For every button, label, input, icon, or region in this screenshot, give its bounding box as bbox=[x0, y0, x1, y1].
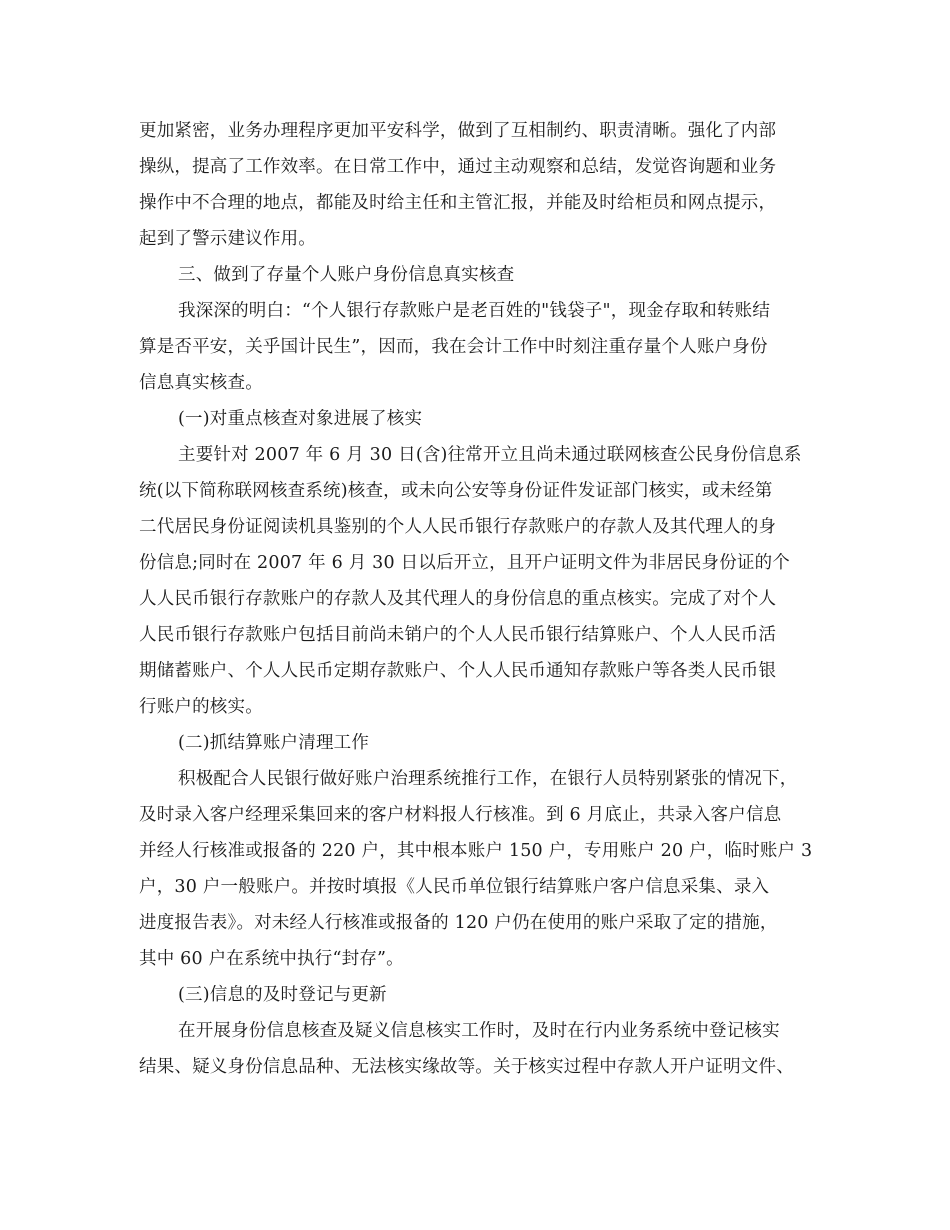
body-text-line: 户，30 户一般账户。并按时填报《人民币单位银行结算账户客户信息采集、录入 bbox=[139, 877, 770, 897]
body-text-line: 人民币银行存款账户包括目前尚未销户的个人人民币银行结算账户、个人人民币活 bbox=[139, 625, 777, 645]
body-text-line: 结果、疑义身份信息品种、无法核实缘故等。关于核实过程中存款人开户证明文件、 bbox=[139, 1057, 794, 1077]
body-text-line: 更加紧密，业务办理程序更加平安科学，做到了互相制约、职责清晰。强化了内部 bbox=[139, 121, 777, 141]
body-text-line: 统(以下简称联网核查系统)核查，或未向公安等身份证件发证部门核实，或未经第 bbox=[139, 481, 773, 501]
body-text-line: 进度报告表》。对未经人行核准或报备的 120 户仍在使用的账户采取了定的措施， bbox=[139, 913, 778, 933]
subsection-heading: (三)信息的及时登记与更新 bbox=[178, 985, 387, 1005]
body-text-line: 积极配合人民银行做好账户治理系统推行工作，在银行人员特别紧张的情况下， bbox=[178, 769, 798, 789]
body-text-line: 并经人行核准或报备的 220 户，其中根本账户 150 户，专用账户 20 户，临时账户 3 bbox=[139, 841, 813, 861]
subsection-heading: (二)抓结算账户清理工作 bbox=[178, 733, 370, 753]
body-text-line: 信息真实核查。 bbox=[139, 373, 263, 393]
body-text-line: 操作中不合理的地点，都能及时给主任和主管汇报，并能及时给柜员和网点提示， bbox=[139, 193, 777, 213]
body-text-line: 起到了警示建议作用。 bbox=[139, 229, 316, 249]
subsection-heading: (一)对重点核查对象进展了核实 bbox=[178, 409, 423, 429]
body-text-line: 份信息;同时在 2007 年 6 月 30 日以后开立，且开户证明文件为非居民身份证的个 bbox=[139, 553, 791, 573]
body-text-line: 行账户的核实。 bbox=[139, 697, 263, 717]
body-text-line: 我深深的明白：“个人银行存款账户是老百姓的"钱袋子"，现金存取和转账结 bbox=[178, 301, 771, 321]
body-text-line: 其中 60 户在系统中执行“封存”。 bbox=[139, 949, 404, 969]
body-text-line: 人人民币银行存款账户的存款人及其代理人的身份信息的重点核实。完成了对个人 bbox=[139, 589, 777, 609]
body-text-line: 主要针对 2007 年 6 月 30 日(含)往常开立且尚未通过联网核查公民身份信息系 bbox=[178, 445, 802, 465]
body-text-line: 期储蓄账户、个人人民币定期存款账户、个人人民币通知存款账户等各类人民币银 bbox=[139, 661, 777, 681]
body-text-line: 及时录入客户经理采集回来的客户材料报人行核准。到 6 月底止，共录入客户信息 bbox=[139, 805, 782, 825]
body-text-line: 操纵，提高了工作效率。在日常工作中，通过主动观察和总结，发觉咨询题和业务 bbox=[139, 157, 777, 177]
body-text-line: 二代居民身份证阅读机具鉴别的个人人民币银行存款账户的存款人及其代理人的身 bbox=[139, 517, 777, 537]
section-heading: 三、做到了存量个人账户身份信息真实核查 bbox=[178, 265, 515, 285]
body-text-line: 算是否平安，关乎国计民生”，因而，我在会计工作中时刻注重存量个人账户身份 bbox=[139, 337, 768, 357]
body-text-line: 在开展身份信息核查及疑义信息核实工作时，及时在行内业务系统中登记核实 bbox=[178, 1021, 780, 1041]
